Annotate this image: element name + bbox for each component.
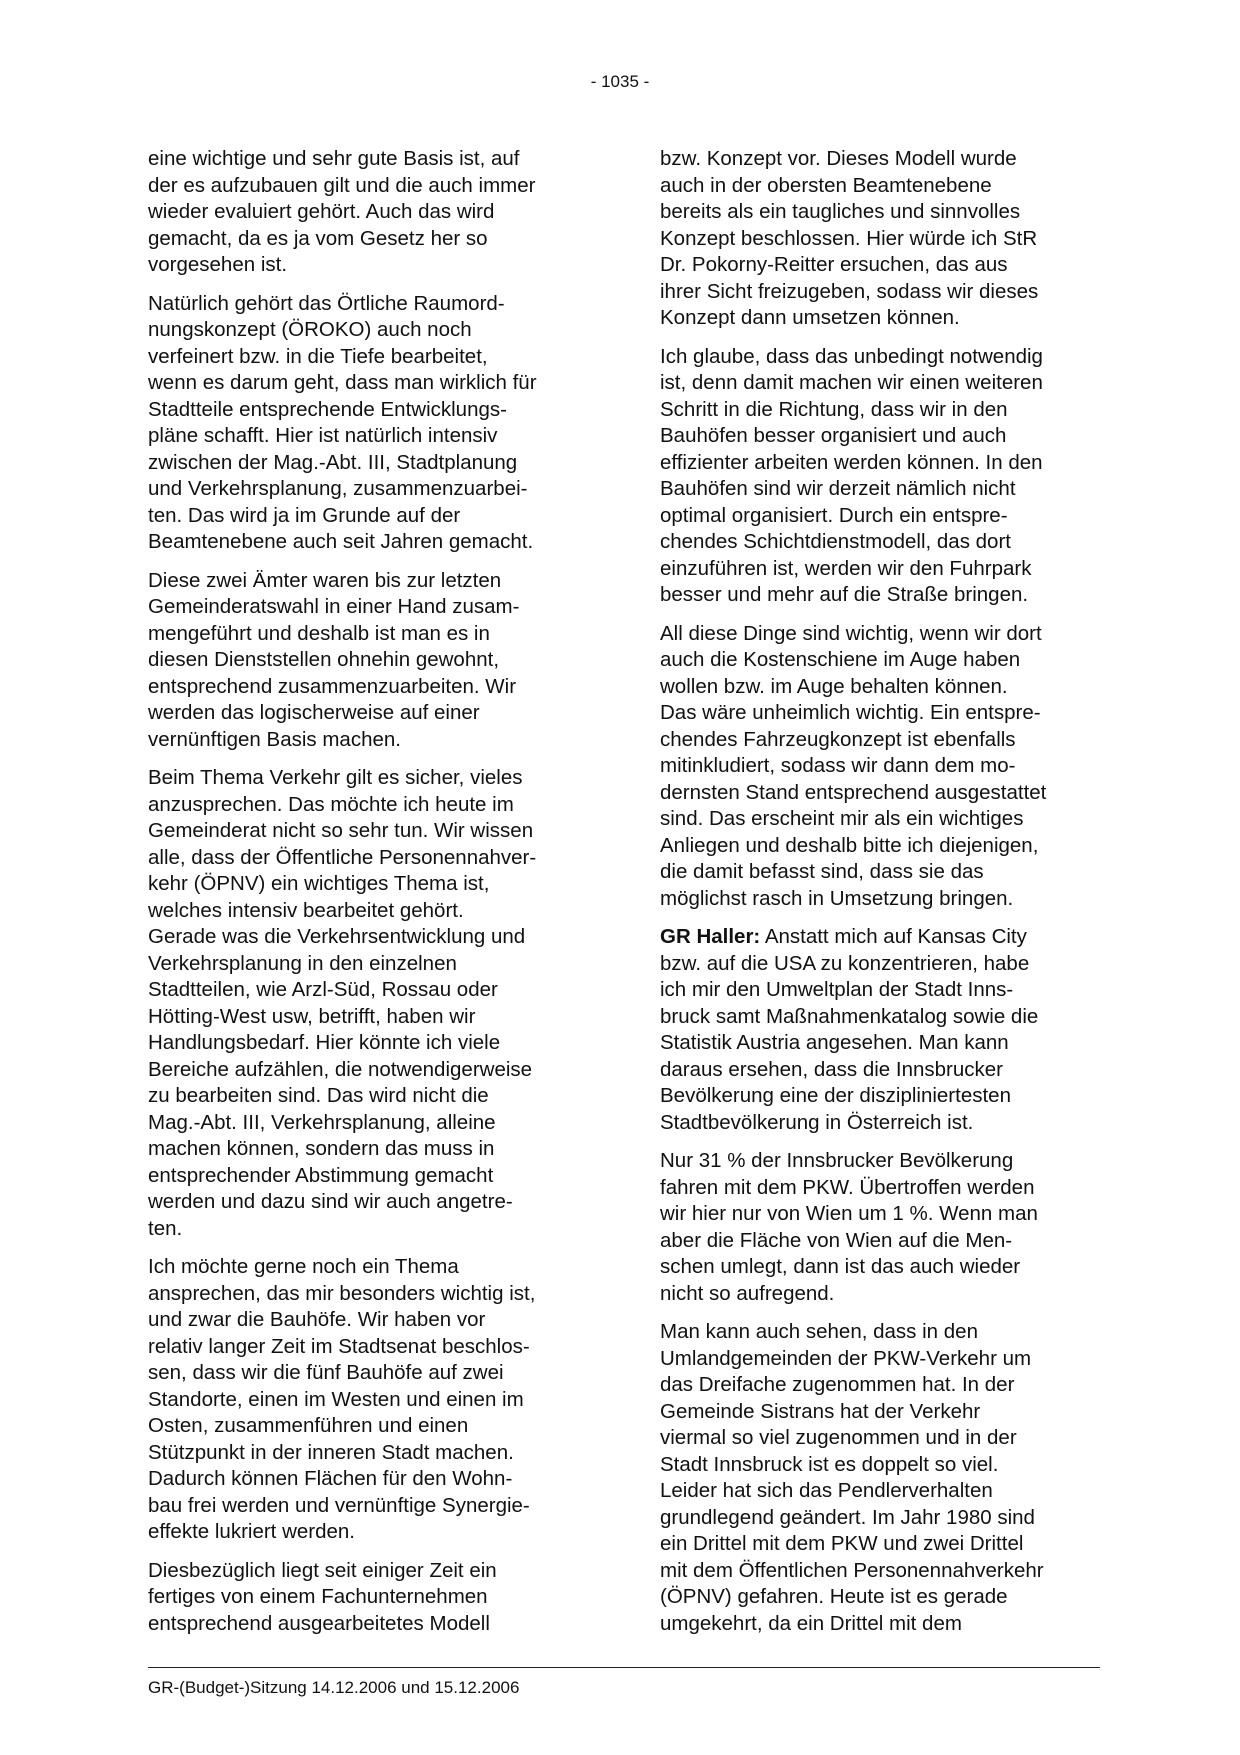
paragraph: Diesbezüglich liegt seit einiger Zeit ein fertiges von einem Fachunternehmen entsprechend ausgearbeitetes Modell: [148, 1558, 497, 1635]
paragraph: Diese zwei Ämter waren bis zur letzten Gemeinderatswahl in einer Hand zusam- mengeführt und deshalb ist man es in diesen Dienststellen ohnehin gewohnt, entsprechend zusammenzuarbeiten. Wir werden das logischerweise auf einer vernünftigen Basis machen.: [148, 568, 520, 751]
paragraph: Natürlich gehört das Örtliche Raumord- nungskonzept (ÖROKO) auch noch verfeinert bzw. in die Tiefe bearbeitet, wenn es darum geht, dass man wirklich für Stadtteile entsprechende Entwicklungs- pläne schafft. Hier ist natürlich intensiv zwischen der Mag.-Abt. III, Stadtplanung und Verkehrsplanung, zusammenzuarbei- ten. Das wird ja im Grunde auf der Beamtenebene auch seit Jahren gemacht.: [148, 291, 537, 553]
right-text-column: [660, 146, 1100, 1649]
paragraph: Ich möchte gerne noch ein Thema ansprechen, das mir besonders wichtig ist, und zwar die Bauhöfe. Wir haben vor relativ langer Zeit im Stadtsenat beschlos- sen, dass wir die fünf Bauhöfe auf zwei Standorte, einen im Westen und einen im Osten, zusammenführen und einen Stützpunkt in der inneren Stadt machen. Dadurch können Flächen für den Wohn- bau frei werden und vernünftige Synergie- effekte lukriert werden.: [148, 1255, 536, 1543]
page-number: - 1035 -: [590, 72, 650, 91]
speaker-text: Anstatt mich auf Kansas City bzw. auf die USA zu konzentrieren, habe ich mir den Umweltplan der Stadt Inns- bruck samt Maßnahmenkatalog sowie die Statistik Austria angesehen. Man kann daraus ersehen, dass die Innsbrucker Bevölkerung eine der diszipliniertesten Stadtbevölkerung in Österreich ist.: [660, 925, 1039, 1134]
left-text-column: [148, 146, 588, 1649]
speaker-label: GR Haller:: [660, 925, 761, 948]
paragraph: Nur 31 % der Innsbrucker Bevölkerung fahren mit dem PKW. Übertroffen werden wir hier nur von Wien um 1 %. Wenn man aber die Fläche von Wien auf die Men- schen umlegt, dann ist das auch wieder nicht so aufregend.: [660, 1149, 1038, 1305]
paragraph: Beim Thema Verkehr gilt es sicher, vieles anzusprechen. Das möchte ich heute im Gemeinderat nicht so sehr tun. Wir wissen alle, dass der Öffentliche Personennahver- kehr (ÖPNV) ein wichtiges Thema ist, welches intensiv bearbeitet gehört. Gerade was die Verkehrsentwicklung und Verkehrsplanung in den einzelnen Stadtteilen, wie Arzl-Süd, Rossau oder Hötting-West usw, betrifft, haben wir Handlungsbedarf. Hier könnte ich viele Bereiche aufzählen, die notwendigerweise zu bearbeiten sind. Das wird nicht die Mag.-Abt. III, Verkehrsplanung, alleine machen können, sondern das muss in entsprechender Abstimmung gemacht werden und dazu sind wir auch angetre- ten.: [148, 766, 537, 1240]
paragraph: eine wichtige und sehr gute Basis ist, auf der es aufzubauen gilt und die auch immer wieder evaluiert gehört. Auch das wird gemacht, da es ja vom Gesetz her so vorgesehen ist.: [148, 147, 536, 276]
paragraph: All diese Dinge sind wichtig, wenn wir dort auch die Kostenschiene im Auge haben wollen bzw. im Auge behalten können. Das wäre unheimlich wichtig. Ein entspre- chendes Fahrzeugkonzept ist ebenfalls mitinkludiert, sodass wir dann dem mo- dernsten Stand entsprechend ausgestattet sind. Das erscheint mir als ein wichtiges Anliegen und deshalb bitte ich diejenigen, die damit befasst sind, dass sie das möglichst rasch in Umsetzung bringen.: [660, 621, 1047, 910]
paragraph: Ich glaube, dass das unbedingt notwendig ist, denn damit machen wir einen weiteren Schritt in die Richtung, dass wir in den Bauhöfen besser organisiert und auch effizienter arbeiten werden können. In den Bauhöfen sind wir derzeit nämlich nicht optimal organisiert. Durch ein entspre- chendes Schichtdienstmodell, das dort einzuführen ist, werden wir den Fuhrpark besser und mehr auf die Straße bringen.: [660, 344, 1043, 606]
paragraph: Man kann auch sehen, dass in den Umlandgemeinden der PKW-Verkehr um das Dreifache zugenommen hat. In der Gemeinde Sistrans hat der Verkehr viermal so viel zugenommen und in der Stadt Innsbruck ist es doppelt so viel. Leider hat sich das Pendlerverhalten grundlegend geändert. Im Jahr 1980 sind ein Drittel mit dem PKW und zwei Drittel mit dem Öffentlichen Personennahverkehr (ÖPNV) gefahren. Heute ist es gerade umgekehrt, da ein Drittel mit dem: [660, 1320, 1044, 1635]
footer-divider: [148, 1667, 1100, 1668]
footer-text: GR-(Budget-)Sitzung 14.12.2006 und 15.12.2006: [148, 1678, 520, 1697]
speaker-paragraph: [660, 924, 1100, 1136]
paragraph: bzw. Konzept vor. Dieses Modell wurde auch in der obersten Beamtenebene bereits als ein taugliches und sinnvolles Konzept beschlossen. Hier würde ich StR Dr. Pokorny-Reitter ersuchen, das aus ihrer Sicht freizugeben, sodass wir dieses Konzept dann umsetzen können.: [660, 147, 1039, 329]
